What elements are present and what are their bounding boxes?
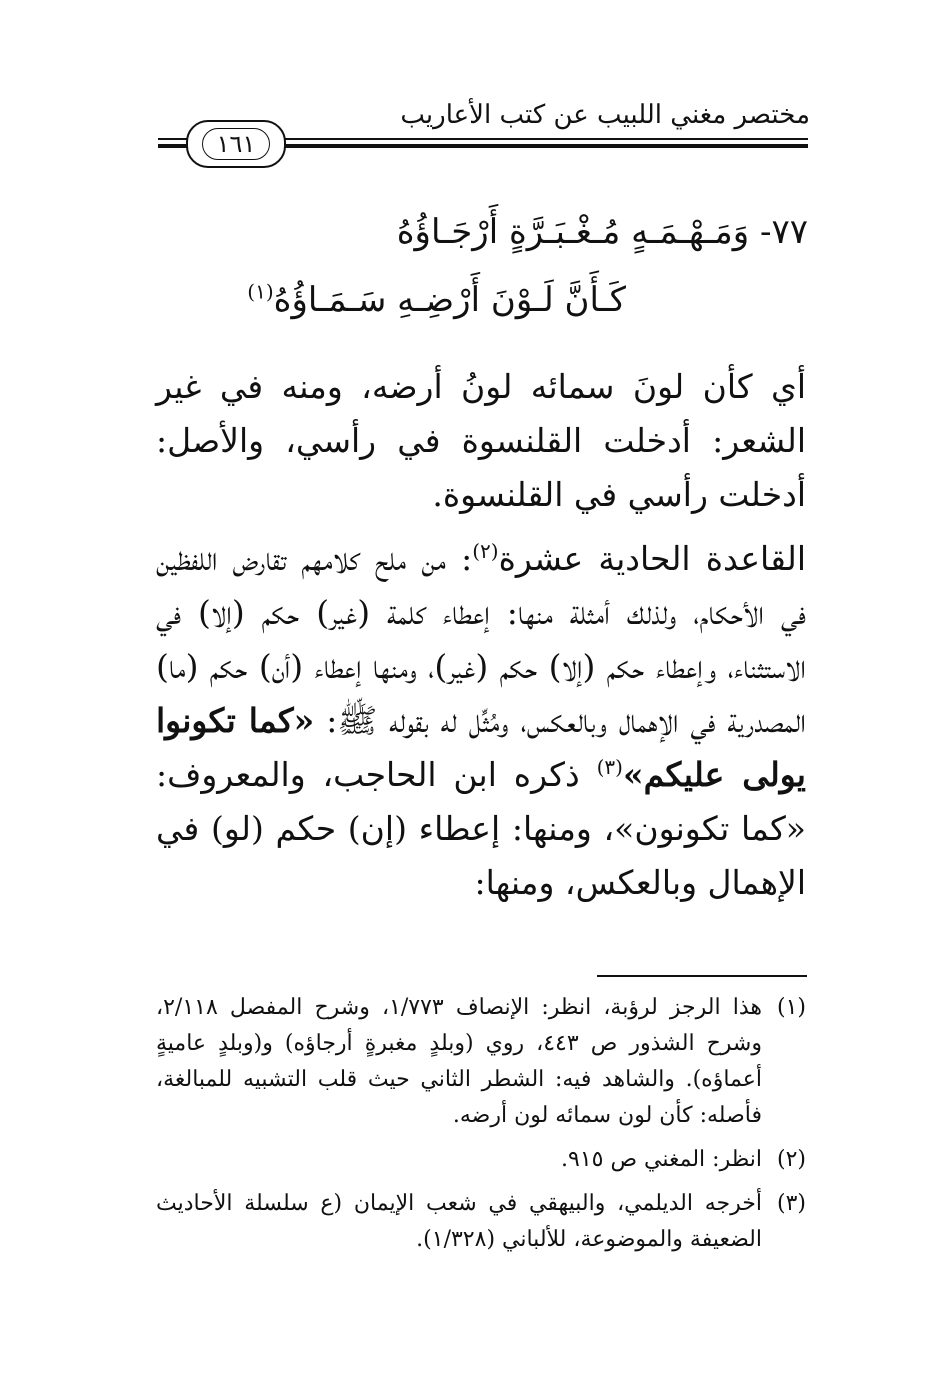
- running-header-title: مختصر مغني اللبيب عن كتب الأعاريب: [400, 100, 810, 130]
- footnote-separator: [597, 975, 807, 977]
- verse-line-2: [247, 280, 626, 320]
- paragraph-1: [156, 360, 806, 522]
- footnote-3: [156, 1186, 806, 1258]
- page-number: ١٦١: [202, 128, 271, 160]
- hadith-quote: «كما تكونوا يولى عليكم»: [156, 701, 806, 794]
- footnote-ref-2: (٢): [472, 539, 499, 563]
- verse-line-1-text: ٧٧- وَمَـهْـمَـهٍ مُـغْـبَـرَّةٍ أَرْجَـاؤُهُ: [396, 212, 808, 252]
- header-rule-left-top: [158, 138, 188, 140]
- footnote-1-mark: (١): [776, 995, 806, 1020]
- footnote-2-mark: (٢): [776, 1147, 806, 1172]
- paragraph-2: [156, 532, 806, 910]
- footnote-1: [156, 990, 806, 1134]
- footnote-3-text: أخرجه الديلمي، والبيهقي في شعب الإيمان (ع سلسلة الأحاديث الضعيفة والموضوعة، للألباني (١/٣٢٨).: [156, 1191, 762, 1252]
- paragraph-2-middle: : من ملح كلامهم تقارض اللفظين في الأحكام، ولذلك أمثلة منها: إعطاء كلمة (غير) حكم (إلا) في الاستثناء، وإعطاء حكم (إلا) حكم (غير)، ومنها إعطاء (أن) حكم (ما) المصدرية في الإهمال وبالعكس، ومُثِّل له بقوله ﷺ:: [156, 539, 806, 740]
- paragraph-1-text: أي كأن لونَ سمائه لونُ أرضه، ومنه في غير الشعر: أدخلت القلنسوة في رأسي، والأصل: أدخلت رأسي في القلنسوة.: [156, 367, 806, 514]
- footnote-ref-3: (٣): [596, 755, 623, 779]
- footnote-2-text: انظر: المغني ص ٩١٥.: [561, 1147, 762, 1172]
- footnote-2: [156, 1142, 806, 1178]
- verse-line-2-text: كَـأَنَّ لَـوْنَ أَرْضِـهِ سَـمَـاؤُهُ: [273, 280, 626, 320]
- page-number-ornament: [186, 120, 286, 168]
- header-rule-right-top: [282, 138, 808, 140]
- footnote-1-text: هذا الرجز لرؤبة، انظر: الإنصاف ١/٧٧٣، وشرح المفصل ٢/١١٨، وشرح الشذور ص ٤٤٣، روي (وبلدٍ مغبرةٍ أرجاؤه) و(وبلدٍ عاميةٍ أعماؤه). والشاهد فيه: الشطر الثاني حيث قلب التشبيه للمبالغة، فأصله: كأن لون سمائه لون أرضه.: [156, 995, 762, 1128]
- footnotes: [156, 990, 806, 1266]
- footnote-3-mark: (٣): [776, 1191, 806, 1216]
- header-rule-left-bottom: [158, 144, 188, 148]
- paragraph-2-text: [156, 532, 806, 910]
- rule-heading: القاعدة الحادية عشرة: [498, 539, 806, 578]
- paragraph-2-end: ذكره ابن الحاجب، والمعروف: «كما تكونون»، ومنها: إعطاء (إن) حكم (لو) في الإهمال وبالعكس، ومنها:: [156, 755, 806, 902]
- footnote-ref-1: (١): [247, 279, 274, 304]
- header-rule-right-bottom: [282, 144, 808, 148]
- verse-line-1: [397, 212, 808, 252]
